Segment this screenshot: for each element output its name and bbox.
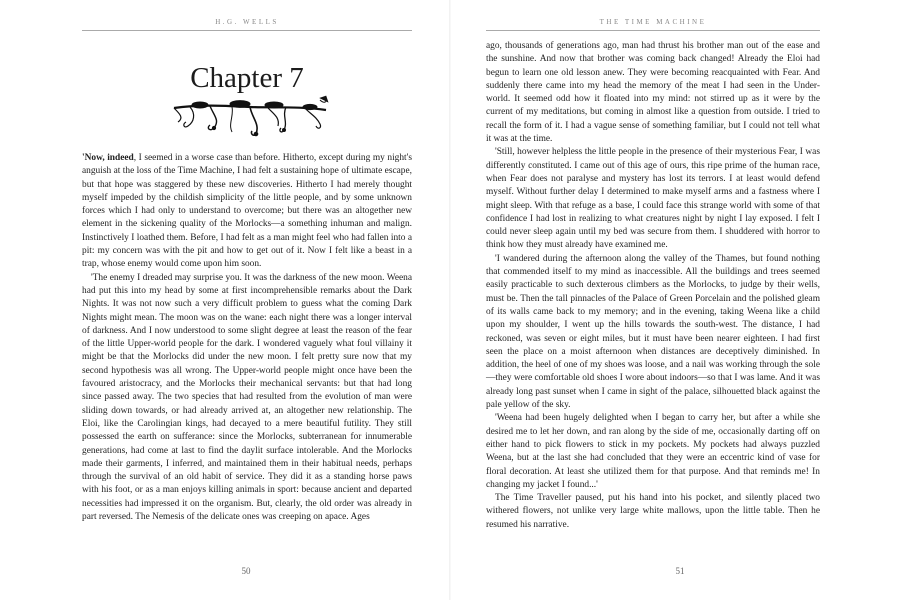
floral-flourish-icon: [170, 94, 330, 138]
paragraph-5: 'I wandered during the afternoon along the valley of the Thames, but found nothing that commended itself to my mind as inaccessible. All the buildings and trees seemed easily practicable to such dexterous climbers as the Morlocks, to judge by their wells, must be. Then the tall pinnacles of the Palace of Green Porcelain and the polished gleam of its walls came back to my memory; and in the evening, taking Weena like a child upon my shoulder, I went up the hills towards the south-west. The distance, I had reckoned, was seven or eight miles, but it must have been nearer eighteen. I had first seen the place on a moist afternoon when distances are deceptively diminished. In addition, the heel of one of my shoes was loose, and a nail was working through the sole—they were comfortable old shoes I wore about indoors—so that I was lame. And it was already long past sunset when I came in sight of the palace, silhouetted black against the pale yellow of the sky.: [486, 253, 820, 411]
left-body-text: [82, 152, 412, 524]
lead-in: 'Now, indeed: [82, 153, 134, 163]
paragraph-3: ago, thousands of generations ago, man had thrust his brother man out of the ease and the sunshine. And now that brother was coming back changed! Already the Eloi had begun to learn one old lesson anew. They were becoming reacquainted with Fear. And suddenly there came into my head the memory of the meat I had seen in the Under-world. It seemed odd how it floated into my mind: not stirred up as it were by the current of my meditations, but coming in almost like a question from outside. I tried to recall the form of it. I had a vague sense of something familiar, but I could not tell what it was at the time.: [486, 41, 820, 145]
running-head-title: THE TIME MACHINE: [486, 14, 820, 31]
paragraph-1: [82, 152, 412, 272]
paragraph-2: 'The enemy I dreaded may surprise you. It was the darkness of the new moon. Weena had put this into my head by some at first incomprehensible remarks about the Dark Nights. It was not now such a very difficult problem to guess what the coming Dark Nights might mean. The moon was on the wane: each night there was a longer interval of darkness. And I now understood to some slight degree at least the reason of the fear of the little Upper-world people for the dark. I wondered vaguely what foul villainy it might be that the Morlocks did under the new moon. I felt pretty sure now that my second hypothesis was all wrong. The Upper-world people might once have been the favoured aristocracy, and the Morlocks their mechanical servants: but that had long since passed away. The two species that had resulted from the evolution of man were sliding down towards, or had already arrived at, an altogether new relationship. The Eloi, like the Carolingian kings, had decayed to a mere beautiful futility. They still possessed the earth on sufferance: since the Morlocks, subterranean for innumerable generations, had come at last to find the daylit surface intolerable. And the Morlocks made their garments, I inferred, and maintained them in their habitual needs, perhaps through the survival of an old habit of service. They did it as a standing horse paws with his foot, or as a man enjoys killing animals in sport: because ancient and departed necessities had impressed it on the organism. But, clearly, the old order was already in part reversed. The Nemesis of the delicate ones was creeping on apace. Ages: [82, 272, 412, 523]
paragraph-4: 'Still, however helpless the little people in the presence of their mysterious Fear, I was differently constituted. I came out of this age of ours, this ripe prime of the human race, when Fear does not paralyse and mystery has lost its terrors. I at least would defend myself. Without further delay I determined to make myself arms and a fastness where I might sleep. With that refuge as a base, I could face this strange world with some of that confidence I had lost in realizing to what creatures night by night I lay exposed. I felt I could never sleep again until my bed was secure from them. I shuddered with horror to think how they must already have examined me.: [486, 147, 820, 251]
paragraph-1-text: , I seemed in a worse case than before. Hitherto, except during my night's anguish at the loss of the Time Machine, I had felt a sustaining hope of ultimate escape, but that hope was staggered by these new discoveries. Hitherto I had merely thought myself impeded by the childish simplicity of the little people, and by some unknown forces which I had only to understand to overcome; but there was an altogether new element in the sickening quality of the Morlocks—a something inhuman and malign. Instinctively I loathed them. Before, I had felt as a man might feel who had fallen into a pit: my concern was with the pit and how to get out of it. Now I felt like a beast in a trap, whose enemy would come upon him soon.: [82, 153, 412, 270]
right-body-text: [486, 40, 820, 532]
paragraph-7: The Time Traveller paused, put his hand into his pocket, and silently placed two withered flowers, not unlike very large white mallows, upon the little table. Then he resumed his narrative.: [486, 493, 820, 530]
page-number-right: 51: [675, 566, 685, 576]
chapter-title: Chapter 7: [190, 62, 304, 94]
running-head-author: H.G. WELLS: [82, 14, 412, 31]
paragraph-6: 'Weena had been hugely delighted when I began to carry her, but after a while she desired me to let her down, and ran along by the side of me, occasionally darting off on either hand to pick flowers to stick in my pockets. My pockets had always puzzled Weena, but at the last she had concluded that they were an eccentric kind of vase for floral decoration. At least she utilized them for that purpose. And that reminds me! In changing my jacket I found...': [486, 413, 820, 490]
page-number-left: 50: [241, 566, 251, 576]
